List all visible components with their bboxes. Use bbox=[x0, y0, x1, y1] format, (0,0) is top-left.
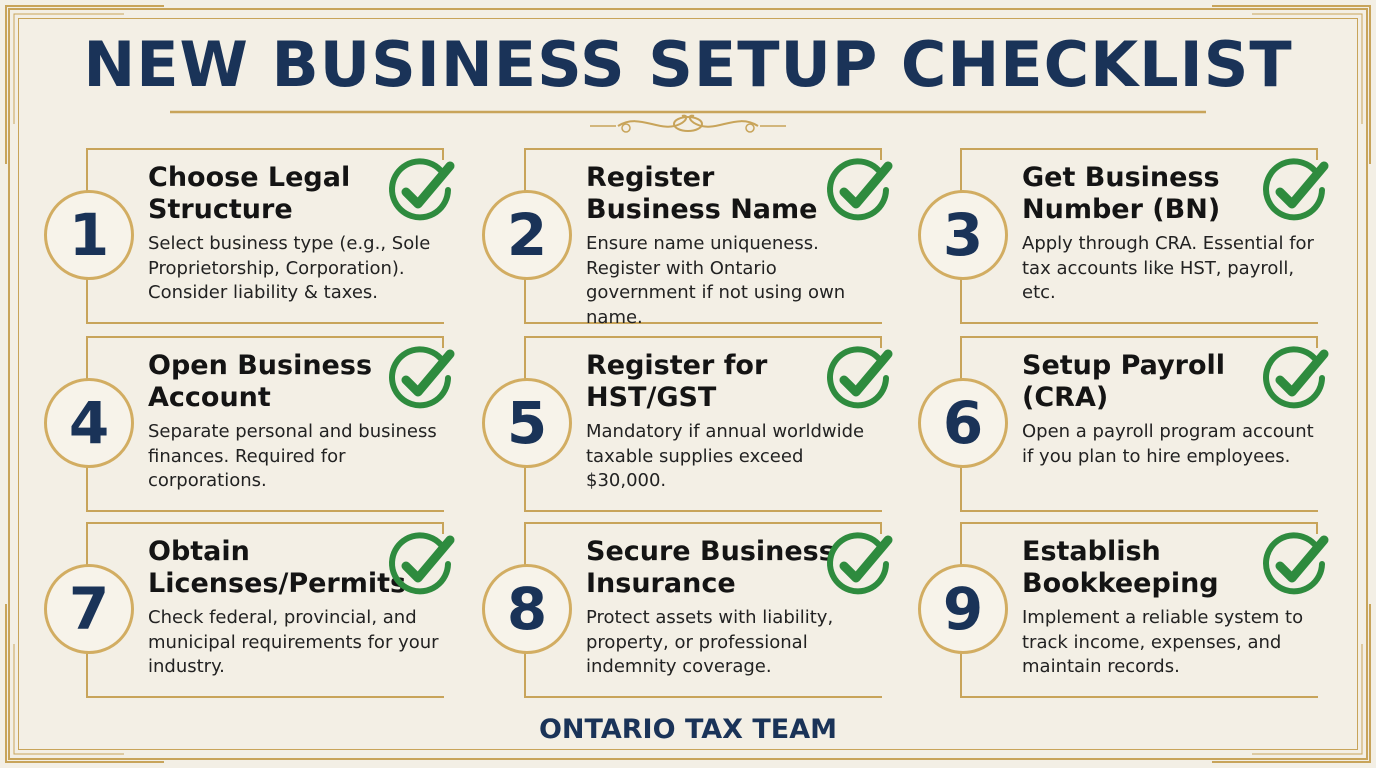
card-title-line: Open Business bbox=[148, 350, 373, 381]
card-description: Select business type (e.g., Sole Proprietorship, Corporation). Consider liability & taxes. bbox=[148, 233, 431, 303]
card-description: Separate personal and business finances. Required for corporations. bbox=[148, 421, 437, 491]
card-title-line: Choose Legal bbox=[148, 162, 351, 193]
step-number: 8 bbox=[482, 564, 572, 654]
divider-ornament-icon bbox=[170, 104, 1206, 140]
card-description: Implement a reliable system to track income, expenses, and maintain records. bbox=[1022, 607, 1304, 677]
step-number: 5 bbox=[482, 378, 572, 468]
card-title-line: Insurance bbox=[586, 568, 736, 599]
checklist-card-6 bbox=[918, 336, 1318, 512]
check-circle-icon bbox=[822, 344, 900, 414]
card-description: Protect assets with liability, property, or professional indemnity coverage. bbox=[586, 607, 834, 677]
card-title-line: Licenses/Permits bbox=[148, 568, 407, 599]
check-circle-icon bbox=[384, 344, 462, 414]
checklist-card-7 bbox=[44, 522, 444, 698]
card-description: Apply through CRA. Essential for tax accounts like HST, payroll, etc. bbox=[1022, 233, 1314, 303]
check-circle-icon bbox=[822, 156, 900, 226]
card-title-line: HST/GST bbox=[586, 382, 717, 413]
check-circle-icon bbox=[822, 530, 900, 600]
card-description: Open a payroll program account if you plan to hire employees. bbox=[1022, 421, 1314, 467]
step-number: 3 bbox=[918, 190, 1008, 280]
checklist-card-5 bbox=[482, 336, 882, 512]
check-circle-icon bbox=[384, 156, 462, 226]
step-number: 2 bbox=[482, 190, 572, 280]
card-title-line: Bookkeeping bbox=[1022, 568, 1219, 599]
checklist-card-4 bbox=[44, 336, 444, 512]
card-description: Ensure name uniqueness. Register with Ontario government if not using own name. bbox=[586, 233, 846, 328]
card-title-line: Get Business bbox=[1022, 162, 1220, 193]
card-title-line: Secure Business bbox=[586, 536, 835, 567]
check-circle-icon bbox=[1258, 530, 1336, 600]
card-title-line: Establish bbox=[1022, 536, 1161, 567]
checklist-card-9 bbox=[918, 522, 1318, 698]
card-title-line: Structure bbox=[148, 194, 293, 225]
step-number: 9 bbox=[918, 564, 1008, 654]
check-circle-icon bbox=[384, 530, 462, 600]
step-number: 1 bbox=[44, 190, 134, 280]
step-number: 7 bbox=[44, 564, 134, 654]
card-title-line: Business Name bbox=[586, 194, 818, 225]
checklist-card-3 bbox=[918, 148, 1318, 324]
card-title-line: Register for bbox=[586, 350, 768, 381]
card-title-line: Setup Payroll bbox=[1022, 350, 1226, 381]
card-title-line: Account bbox=[148, 382, 271, 413]
check-circle-icon bbox=[1258, 156, 1336, 226]
checklist-card-8 bbox=[482, 522, 882, 698]
step-number: 4 bbox=[44, 378, 134, 468]
card-title-line: Obtain bbox=[148, 536, 250, 567]
card-title-line: Register bbox=[586, 162, 715, 193]
page-title: NEW BUSINESS SETUP CHECKLIST bbox=[83, 28, 1293, 101]
card-description: Check federal, provincial, and municipal requirements for your industry. bbox=[148, 607, 439, 677]
footer-brand: ONTARIO TAX TEAM bbox=[538, 714, 837, 745]
card-description: Mandatory if annual worldwide taxable supplies exceed $30,000. bbox=[586, 421, 865, 491]
card-title-line: Number (BN) bbox=[1022, 194, 1221, 225]
card-title-line: (CRA) bbox=[1022, 382, 1109, 413]
checklist-card-1 bbox=[44, 148, 444, 324]
step-number: 6 bbox=[918, 378, 1008, 468]
checklist-card-2 bbox=[482, 148, 882, 328]
check-circle-icon bbox=[1258, 344, 1336, 414]
